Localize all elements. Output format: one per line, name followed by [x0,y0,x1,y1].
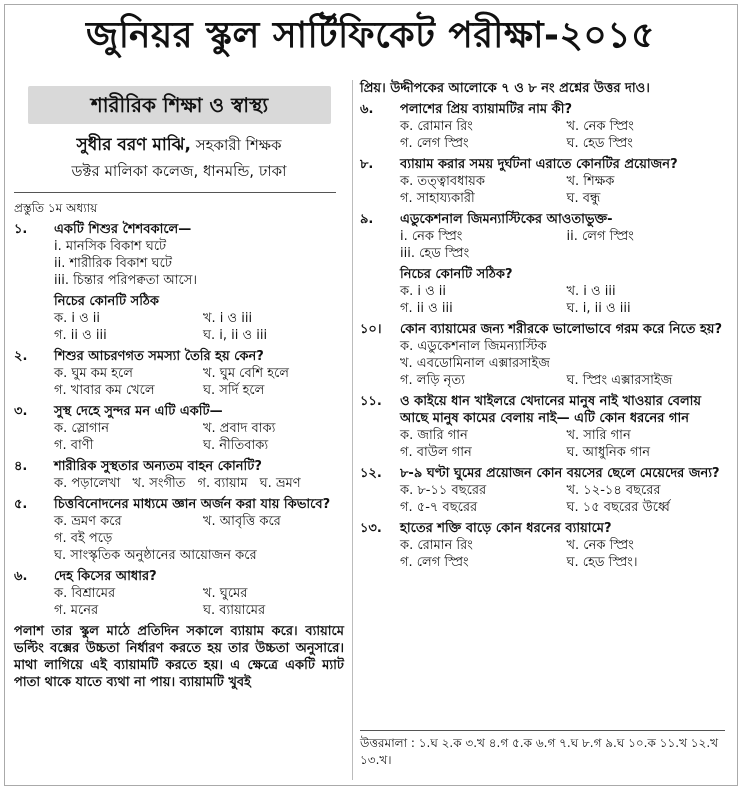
question-number: ১৩. [360,521,382,536]
option: গ. ৫-৭ বছরের [400,500,478,515]
question-number: ৮. [360,157,374,172]
option: গ. বই পড়ে [54,531,113,546]
chapter-prefix: প্রস্তুতি ১ম অধ্যায় [14,201,98,215]
options [400,372,725,389]
options [54,310,344,344]
options [54,547,344,564]
sub-question: নিচের কোনটি সঠিক? [400,267,513,282]
college-line: ডক্টর মালিকা কলেজ, ধানমন্ডি, ঢাকা [71,162,287,180]
question-text: হাতের শক্তি বাড়ে কোন ধরনের ব্যায়ামে? [400,521,612,536]
option: ঘ. হেড স্প্রিং [566,136,633,151]
option: গ. ii ও iii [400,301,453,316]
option: ক. পড়ালেখা [54,476,121,491]
options [400,118,725,152]
option: গ. ব্যায়াম [197,476,248,491]
option: খ. i ও iii [203,311,253,326]
author-role: সহকারী শিক্ষক [195,136,282,154]
question-8 [360,156,725,173]
question-number: ১০। [360,322,382,337]
option: ক. ঘুম কম হলে [54,366,133,381]
option: ঘ. i, ii ও iii [566,301,631,316]
option: ঘ. সর্দি হলে [203,383,265,398]
question-number: ৬. [14,569,28,584]
option: গ. লেগ স্প্রিং [400,136,469,151]
option: খ. আবৃত্তি করে [203,514,281,529]
options [400,482,725,516]
left-column [14,200,344,691]
option: খ. ঘুমের [203,586,248,601]
question-9 [360,211,725,228]
options [54,513,344,547]
right-column [360,80,725,571]
statement: i. মানসিক বিকাশ ঘটে [54,239,167,254]
options [400,537,725,571]
option: খ. নেক স্প্রিং [566,538,634,553]
option: ঘ. i, ii ও iii [203,328,268,343]
options [54,585,344,619]
divider-line [14,192,336,193]
option: খ. নেক স্প্রিং [566,119,634,134]
option: গ. বাণী [54,438,94,453]
question-number: ৯. [360,212,374,227]
option: ঘ. আধুনিক গান [566,445,650,460]
question-12 [360,465,725,482]
options [400,427,725,461]
options [54,475,344,492]
question-13 [360,520,725,537]
spacer [203,530,344,547]
subject-banner: শারীরিক শিক্ষা ও স্বাস্থ্য [28,86,331,124]
question-text: সুস্থ দেহে সুন্দর মন এটি একটি— [54,404,223,419]
option: খ. এবডোমিনাল এক্সারসাইজ [400,356,550,371]
question-number: ৩. [14,404,28,419]
question-2 [14,348,344,365]
statement: i. নেক স্প্রিং [400,229,463,244]
question-text: দেহ কিসের আধার? [54,569,157,584]
option: খ. ঘুম বেশি হলে [203,366,289,381]
question-4 [14,458,344,475]
option: ক. ভ্রমণ করে [54,514,122,529]
question-1 [14,221,344,238]
option: গ. লড়ি নৃত্য [400,373,465,388]
option: ক. জারি গান [400,428,468,443]
question-7 [360,101,725,118]
page-title: জুনিয়র স্কুল সার্টিফিকেট পরীক্ষা-২০১৫ [86,15,655,56]
option: ক. স্লোগান [54,421,110,436]
question-text: শারীরিক সুস্থতার অন্যতম বাহন কোনটি? [54,459,262,474]
option: ঘ. হেড স্প্রিং। [566,555,638,570]
option: ক. এডুকেশনাল জিমন্যাস্টিক [400,339,547,354]
author-name: সুধীর বরণ মাঝি, [76,135,191,155]
option: খ. সারি গান [566,428,631,443]
option: ঘ. ব্যায়ামের [203,603,266,618]
option: গ. ii ও iii [54,328,107,343]
column-divider [352,80,353,780]
options [54,420,344,454]
question-text: কোন ব্যায়ামের জন্য শরীরকে ভালোভাবে গরম করে নিতে হয়? [400,322,722,337]
option: ক. রোমান রিং [400,119,473,134]
statement: iii. চিন্তার পরিপক্বতা আসে। [54,273,197,288]
option: ক. i ও ii [400,284,447,299]
author-line [14,132,344,160]
option: ঘ. সাংস্কৃতিক অনুষ্ঠানের আয়োজন করে [54,548,257,563]
option: খ. ১২-১৪ বছরের [566,483,661,498]
option: গ. সাহায্যকারী [400,191,475,206]
stimulus-passage-end: প্রিয়। উদ্দীপকের আলোকে ৭ ও ৮ নং প্রশ্নের উত্তর দাও। [360,81,650,96]
question-text: চিত্তবিনোদনের মাধ্যমে জ্ঞান অর্জন করা যায় কিভাবে? [54,497,331,512]
option: ঘ. নীতিবাক্য [203,438,269,453]
statement: iii. হেড স্প্রিং [400,246,470,261]
question-text: শিশুর আচরণগত সমস্যা তৈরি হয় কেন? [54,349,264,364]
option: ক. ৮-১১ বছরের [400,483,487,498]
options [400,173,725,207]
option: খ. সংগীত [132,476,186,491]
question-text: ৮-৯ ঘণ্টা ঘুমের প্রয়োজন কোন বয়সের ছেলে মেয়েদের জন্য? [400,466,720,481]
question-text: একটি শিশুর শৈশবকালে— [54,222,192,237]
statements [400,228,725,262]
option: খ. শিক্ষক [566,174,615,189]
question-5 [14,496,344,513]
option: ক. i ও ii [54,311,101,326]
option: গ. লেগ স্প্রিং [400,555,469,570]
question-text: ব্যায়াম করার সময় দুর্ঘটনা এরাতে কোনটির প্রয়োজন? [400,157,678,172]
option: ক. তত্ত্বাবধায়ক [400,174,485,189]
options [400,283,725,317]
option: খ. প্রবাদ বাক্য [203,421,276,436]
question-text: এডুকেশনাল জিমন্যাস্টিকের আওতাভুক্ত- [400,212,613,227]
stimulus-passage: পলাশ তার স্কুল মাঠে প্রতিদিন সকালে ব্যায়াম করে। ব্যায়ামে ভল্টিং বক্সের উচ্চতা নির্ধারণ করতে হয় তার উচ্চতা অনুসারে। মাথা লাগিয়ে এই ব্যায়ামটি করতে হয়। এ ক্ষেত্রে একটি ম্যাট পাতা থাকে যাতে ব্যথা না পায়। ব্যায়ামটি খুবই [14,624,344,690]
sub-question: নিচের কোনটি সঠিক [54,294,159,309]
question-text: পলাশের প্রিয় ব্যায়ামটির নাম কী? [400,102,573,117]
question-number: ১. [14,222,28,237]
statement: ii. লেগ স্প্রিং [566,229,634,244]
question-number: ৫. [14,497,28,512]
question-number: ৪. [14,459,28,474]
question-3 [14,403,344,420]
answer-key: উত্তরমালা : ১.ঘ ২.ক ৩.খ ৪.গ ৫.ক ৬.গ ৭.ঘ ৮.গ ৯.ঘ ১০.ক ১১.খ ১২.খ ১৩.খ। [360,730,725,769]
question-number: ৬. [360,102,374,117]
option: খ. i ও iii [566,284,616,299]
question-number: ২. [14,349,28,364]
option: ক. বিশ্রামের [54,586,116,601]
question-number: ১১. [360,394,382,409]
statements [54,238,344,289]
statement: ii. শারীরিক বিকাশ ঘটে [54,256,172,271]
option: ঘ. বন্ধু [566,191,601,206]
question-10 [360,321,725,338]
option: ঘ. স্প্রিং এক্সারসাইজ [566,373,673,388]
question-number: ১২. [360,466,382,481]
options [54,365,344,399]
option: ক. রোমান রিং [400,538,473,553]
option: ঘ. ১৫ বছরের উর্ধ্বে [566,500,670,515]
question-text: ও কাইয়ে ধান খাইলরে খেদানের মানুষ নাই খাওয়ার বেলায় আছে মানুষ কামের বেলায় নাই— এটি কোন ধরনের গান [400,394,702,426]
options [400,338,725,372]
question-6 [14,568,344,585]
option: গ. বাউল গান [400,445,472,460]
option: গ. মনের [54,603,99,618]
option: গ. খাবার কম খেলে [54,383,155,398]
question-11 [360,393,725,427]
option: ঘ. ভ্রমণ [259,476,301,491]
